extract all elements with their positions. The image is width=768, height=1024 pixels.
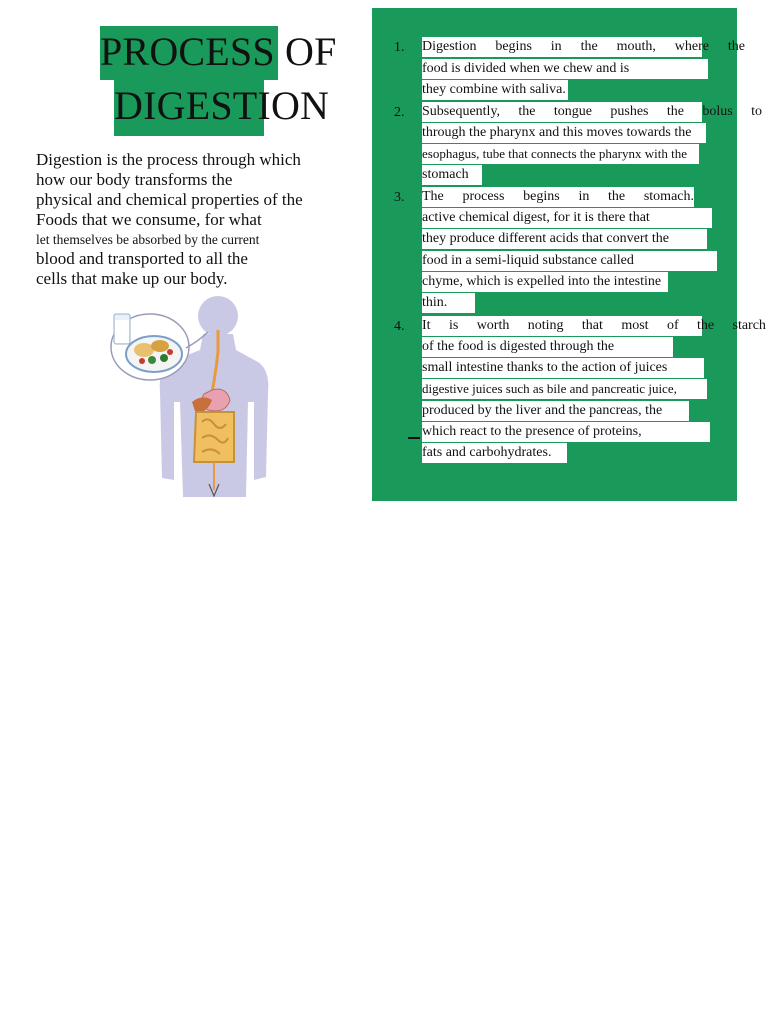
intro-line: Digestion is the process through which — [36, 150, 301, 169]
step-line — [422, 37, 745, 57]
step-word: begins — [495, 39, 532, 54]
step-word: bolus — [702, 104, 733, 119]
step-line: they produce different acids that convert the — [422, 229, 707, 249]
step-word: of — [666, 318, 679, 333]
step-word: Subsequently, — [422, 104, 501, 119]
step-line — [422, 102, 762, 122]
step-word: the — [666, 104, 684, 119]
step-word: to — [751, 104, 762, 119]
step-word: where — [674, 39, 709, 54]
title-line-1 — [100, 28, 337, 76]
step-word: worth — [476, 318, 510, 333]
step-line: they combine with saliva. — [422, 80, 568, 100]
step-number: 1. — [394, 40, 405, 55]
step-word: pushes — [610, 104, 649, 119]
step-word: the — [727, 39, 745, 54]
intro-line: cells that make up our body. — [36, 269, 228, 288]
page-title — [100, 26, 337, 136]
step-line: esophagus, tube that connects the pharynx with the — [422, 144, 699, 164]
step-word: in — [550, 39, 562, 54]
title-word-digestion-part1: DIGESTI — [114, 83, 271, 128]
title-line-2 — [114, 82, 329, 130]
step-line: digestive juices such as bile and pancreatic juice, — [422, 379, 707, 399]
title-word-process: PROCESS — [100, 29, 286, 74]
step-word: Digestion — [422, 39, 477, 54]
step-word: mouth, — [616, 39, 656, 54]
step-line: small intestine thanks to the action of juices — [422, 358, 704, 378]
step-line: fats and carbohydrates. — [422, 443, 567, 463]
step-line: which react to the presence of proteins, — [422, 422, 710, 442]
step-word: tongue — [553, 104, 593, 119]
step-line: of the food is digested through the — [422, 337, 673, 357]
digestive-system-illustration — [108, 292, 278, 502]
intro-line: let themselves be absorbed by the current — [36, 232, 260, 247]
step-number: 4. — [394, 319, 405, 334]
step-line: thin. — [422, 293, 475, 313]
food-plate-icon — [126, 336, 182, 372]
step-number: 3. — [394, 190, 405, 205]
intro-line: physical and chemical properties of the — [36, 190, 303, 209]
step-word: is — [448, 318, 459, 333]
step-line: active chemical digest, for it is there that — [422, 208, 712, 228]
intro-paragraph — [36, 150, 336, 289]
milk-glass-icon — [114, 314, 130, 344]
step-word: starch — [732, 318, 766, 333]
step-word: It — [422, 318, 431, 333]
step-line: produced by the liver and the pancreas, the — [422, 401, 689, 421]
step-word: stomach. — [643, 189, 694, 204]
step-line: through the pharynx and this moves towards the — [422, 123, 706, 143]
step-word: noting — [527, 318, 564, 333]
title-word-digestion-part2: ON — [270, 83, 330, 128]
step-line — [422, 187, 694, 207]
step-word: the — [697, 318, 715, 333]
step-line: food in a semi-liquid substance called — [422, 251, 717, 271]
intro-line: Foods that we consume, for what — [36, 210, 262, 229]
step-line: stomach — [422, 165, 482, 185]
step-line: food is divided when we chew and is — [422, 59, 708, 79]
step-word: the — [580, 39, 598, 54]
title-word-of: OF — [285, 29, 337, 74]
step-number: 2. — [394, 105, 405, 120]
intro-line: blood and transported to all the — [36, 249, 248, 268]
step-word: The — [422, 189, 444, 204]
intro-line: how our body transforms the — [36, 170, 233, 189]
step-word: begins — [523, 189, 560, 204]
step-line — [422, 316, 766, 336]
step-word: that — [581, 318, 603, 333]
step-word: in — [578, 189, 590, 204]
step-word: process — [462, 189, 505, 204]
step-word: the — [518, 104, 536, 119]
step-word: most — [621, 318, 649, 333]
step-line: chyme, which is expelled into the intestine — [422, 272, 668, 292]
step-word: the — [608, 189, 626, 204]
text-cursor-mark — [408, 437, 420, 439]
